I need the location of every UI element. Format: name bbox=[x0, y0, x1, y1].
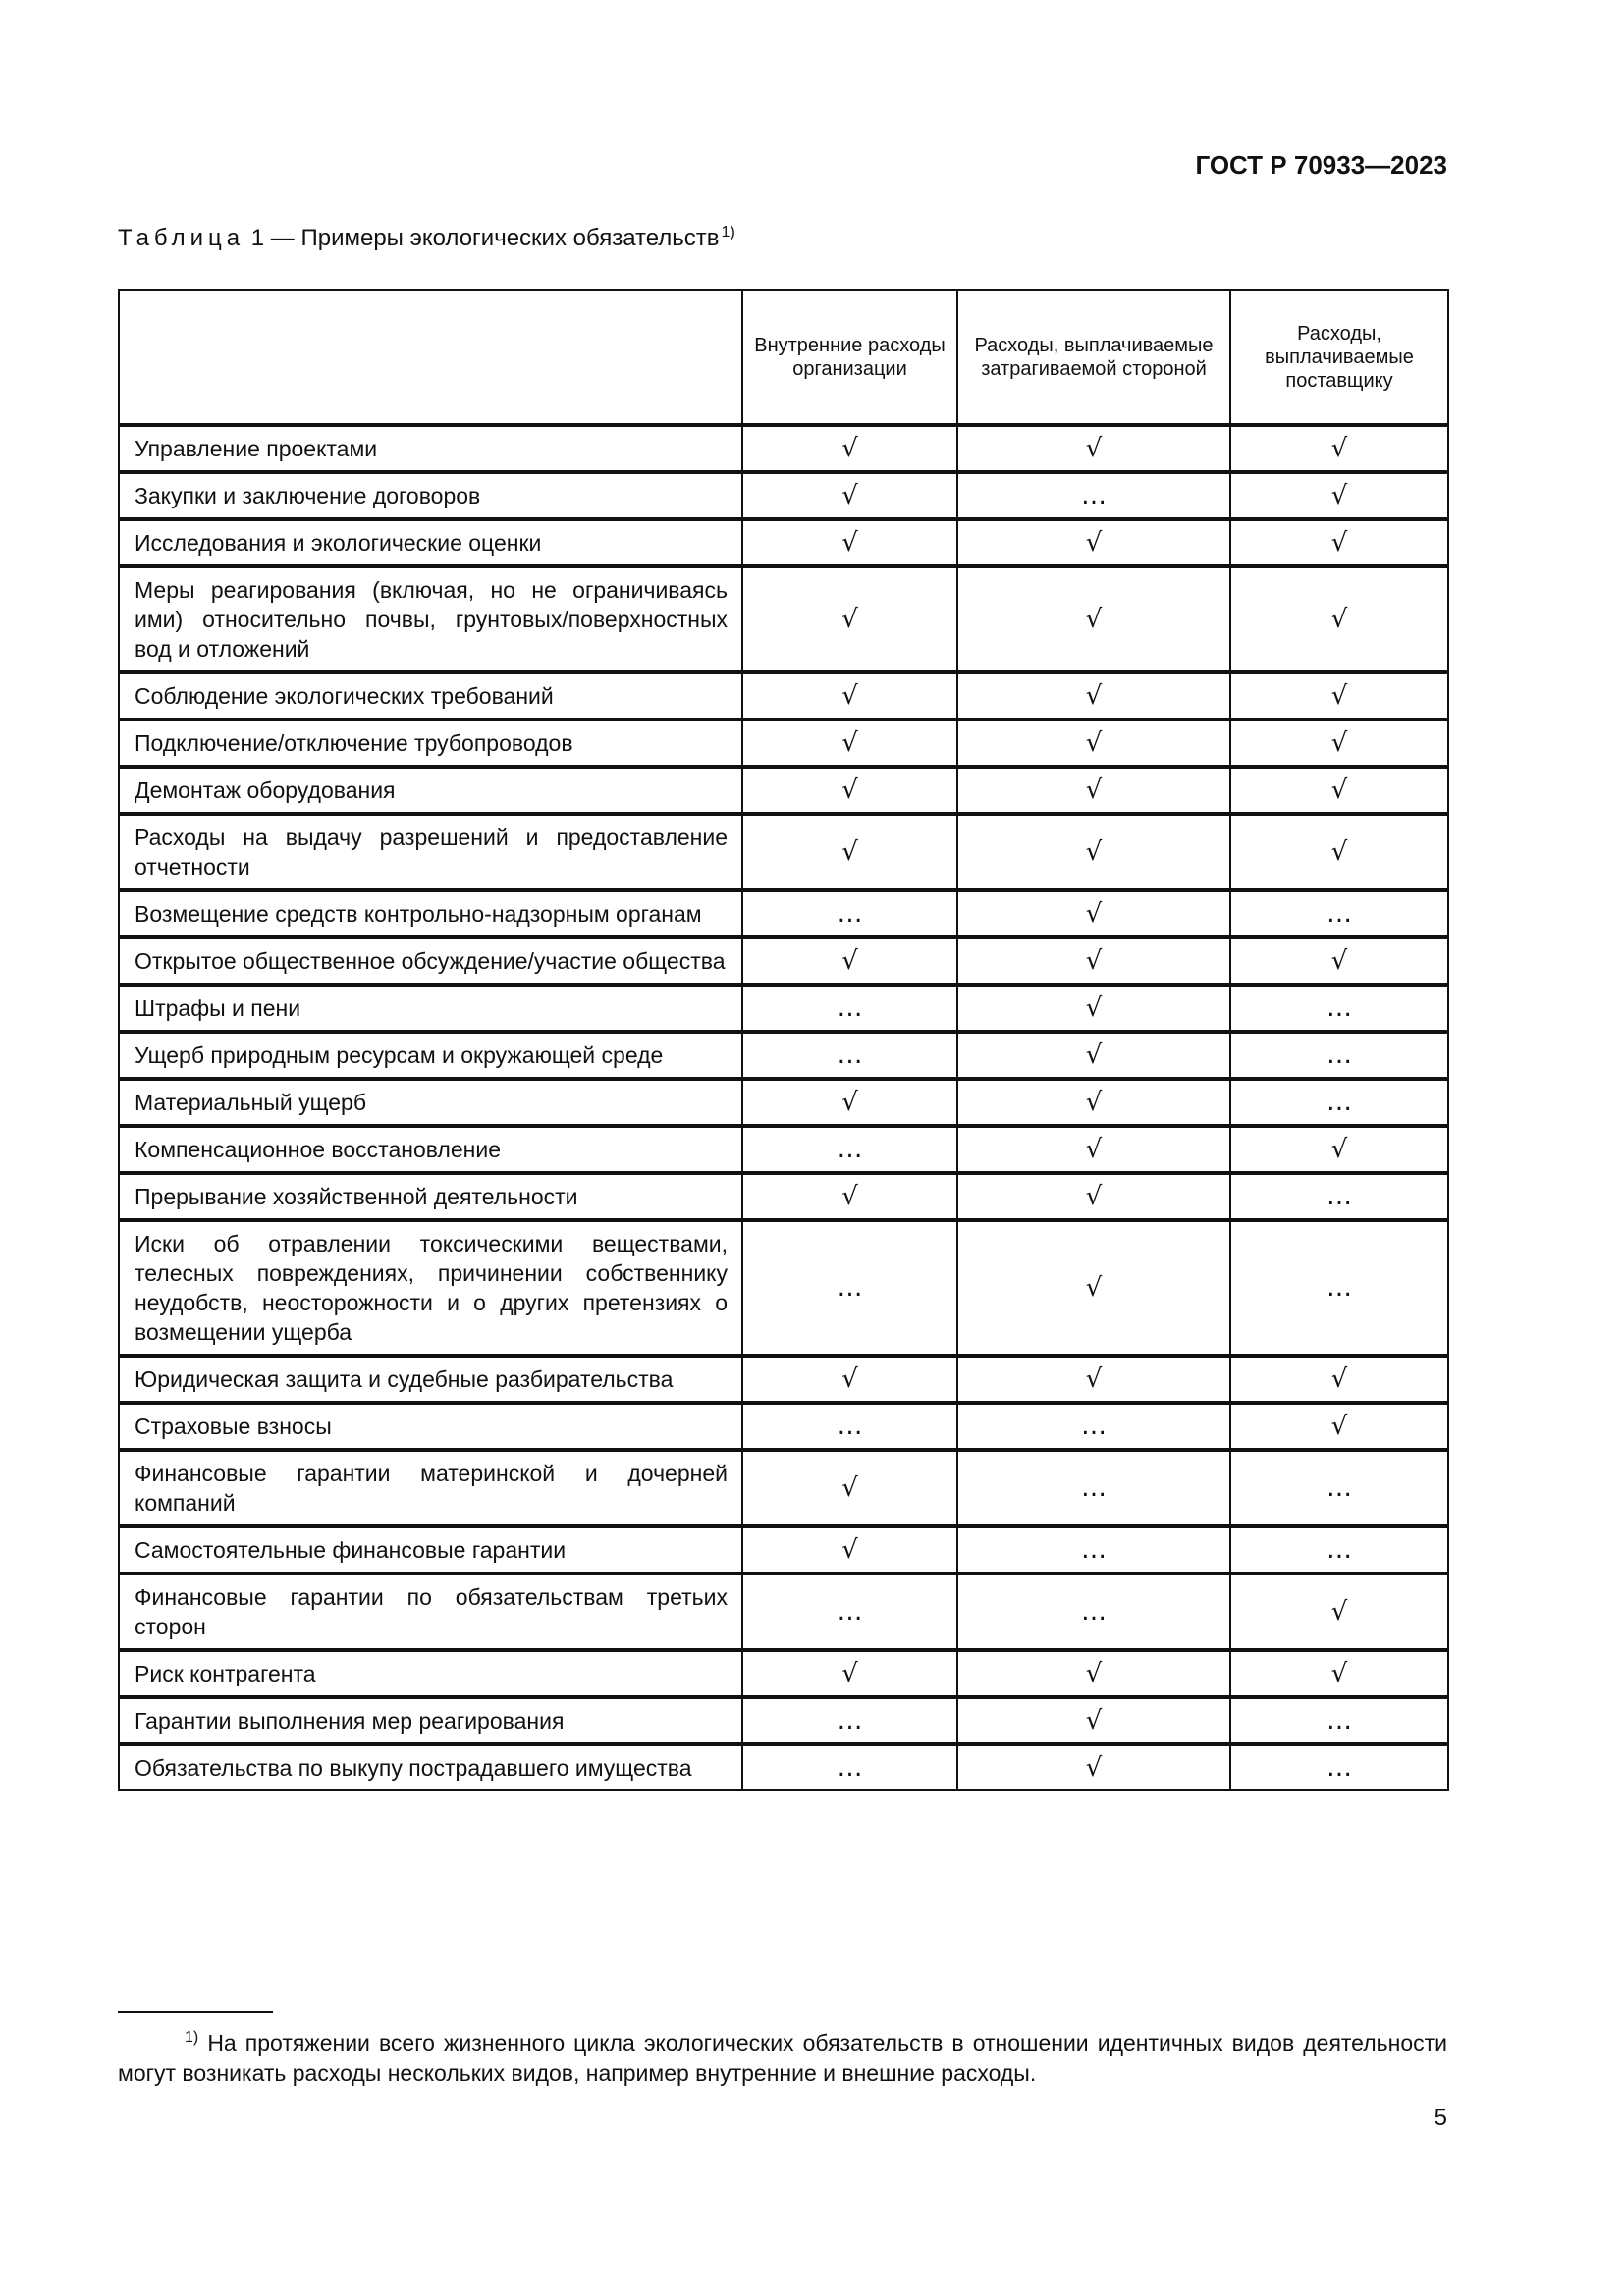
table-header-row bbox=[119, 290, 1448, 425]
mark-internal: … bbox=[742, 1403, 957, 1450]
table-row bbox=[119, 1126, 1448, 1173]
mark-supplier: … bbox=[1230, 1173, 1448, 1220]
row-label: Подключение/отключение трубопроводов bbox=[119, 720, 742, 767]
table-row bbox=[119, 1526, 1448, 1574]
footnote-text: На протяжении всего жизненного цикла экологических обязательств в отношении идентичных видов деятельности могут возникать расходы нескольких видов, например внутренние и внешние расходы. bbox=[118, 2030, 1447, 2086]
table-row bbox=[119, 1173, 1448, 1220]
caption-title: 1 — Примеры экологических обязательств bbox=[250, 225, 720, 251]
mark-internal: … bbox=[742, 1126, 957, 1173]
row-label: Исследования и экологические оценки bbox=[119, 519, 742, 566]
mark-internal: √ bbox=[742, 1450, 957, 1526]
row-label: Страховые взносы bbox=[119, 1403, 742, 1450]
mark-supplier: … bbox=[1230, 1079, 1448, 1126]
table-row bbox=[119, 814, 1448, 890]
table-row bbox=[119, 1650, 1448, 1697]
mark-affected-party: √ bbox=[957, 1173, 1230, 1220]
mark-affected-party: √ bbox=[957, 937, 1230, 985]
table-row bbox=[119, 1574, 1448, 1650]
mark-affected-party: √ bbox=[957, 672, 1230, 720]
table-row bbox=[119, 937, 1448, 985]
row-label: Юридическая защита и судебные разбирательства bbox=[119, 1356, 742, 1403]
mark-internal: √ bbox=[742, 1650, 957, 1697]
mark-supplier: √ bbox=[1230, 1650, 1448, 1697]
row-label: Финансовые гарантии материнской и дочерней компаний bbox=[119, 1450, 742, 1526]
mark-supplier: … bbox=[1230, 1697, 1448, 1744]
mark-supplier: √ bbox=[1230, 720, 1448, 767]
table-row bbox=[119, 720, 1448, 767]
mark-affected-party: … bbox=[957, 1574, 1230, 1650]
mark-affected-party: √ bbox=[957, 1032, 1230, 1079]
mark-affected-party: … bbox=[957, 1450, 1230, 1526]
mark-affected-party: √ bbox=[957, 566, 1230, 672]
row-label: Расходы на выдачу разрешений и предоставление отчетности bbox=[119, 814, 742, 890]
table-row bbox=[119, 1697, 1448, 1744]
caption-label: Таблица bbox=[118, 225, 245, 251]
mark-internal: √ bbox=[742, 937, 957, 985]
mark-affected-party: √ bbox=[957, 1079, 1230, 1126]
table-row bbox=[119, 1356, 1448, 1403]
mark-affected-party: √ bbox=[957, 1697, 1230, 1744]
mark-internal: √ bbox=[742, 672, 957, 720]
footnote-rule bbox=[118, 2011, 273, 2013]
table-row bbox=[119, 985, 1448, 1032]
mark-internal: √ bbox=[742, 1356, 957, 1403]
row-label: Открытое общественное обсуждение/участие общества bbox=[119, 937, 742, 985]
mark-affected-party: … bbox=[957, 1403, 1230, 1450]
mark-internal: … bbox=[742, 1220, 957, 1356]
row-label: Возмещение средств контрольно-надзорным органам bbox=[119, 890, 742, 937]
mark-affected-party: √ bbox=[957, 767, 1230, 814]
row-label: Гарантии выполнения мер реагирования bbox=[119, 1697, 742, 1744]
mark-supplier: … bbox=[1230, 1744, 1448, 1790]
mark-supplier: … bbox=[1230, 890, 1448, 937]
table-row bbox=[119, 767, 1448, 814]
mark-internal: √ bbox=[742, 1079, 957, 1126]
mark-supplier: √ bbox=[1230, 814, 1448, 890]
mark-affected-party: √ bbox=[957, 890, 1230, 937]
table-body bbox=[119, 425, 1448, 1790]
mark-internal: √ bbox=[742, 767, 957, 814]
table-row bbox=[119, 1220, 1448, 1356]
table-row bbox=[119, 1744, 1448, 1790]
mark-supplier: √ bbox=[1230, 425, 1448, 472]
mark-affected-party: √ bbox=[957, 720, 1230, 767]
row-label: Иски об отравлении токсическими веществами, телесных повреждениях, причинении собственнику неудобств, неосторожности и о других претензиях о возмещении ущерба bbox=[119, 1220, 742, 1356]
mark-supplier: √ bbox=[1230, 566, 1448, 672]
row-label: Ущерб природным ресурсам и окружающей среде bbox=[119, 1032, 742, 1079]
footnote bbox=[118, 2022, 1447, 2089]
row-label: Управление проектами bbox=[119, 425, 742, 472]
row-label: Закупки и заключение договоров bbox=[119, 472, 742, 519]
table-row bbox=[119, 1079, 1448, 1126]
row-label: Самостоятельные финансовые гарантии bbox=[119, 1526, 742, 1574]
mark-affected-party: √ bbox=[957, 1126, 1230, 1173]
mark-supplier: √ bbox=[1230, 767, 1448, 814]
mark-affected-party: √ bbox=[957, 1356, 1230, 1403]
mark-internal: √ bbox=[742, 814, 957, 890]
footnote-ref: 1) bbox=[185, 2029, 199, 2046]
table-row bbox=[119, 1403, 1448, 1450]
table-row bbox=[119, 890, 1448, 937]
page-number: 5 bbox=[1434, 2105, 1447, 2131]
mark-internal: √ bbox=[742, 425, 957, 472]
header-blank bbox=[119, 290, 742, 425]
mark-supplier: … bbox=[1230, 1526, 1448, 1574]
row-label: Риск контрагента bbox=[119, 1650, 742, 1697]
mark-internal: √ bbox=[742, 472, 957, 519]
mark-internal: … bbox=[742, 985, 957, 1032]
mark-supplier: √ bbox=[1230, 1126, 1448, 1173]
mark-supplier: … bbox=[1230, 1450, 1448, 1526]
mark-internal: √ bbox=[742, 1526, 957, 1574]
obligations-table bbox=[118, 289, 1449, 1791]
mark-affected-party: √ bbox=[957, 985, 1230, 1032]
mark-supplier: √ bbox=[1230, 519, 1448, 566]
mark-affected-party: √ bbox=[957, 519, 1230, 566]
table-row bbox=[119, 1032, 1448, 1079]
mark-affected-party: √ bbox=[957, 1220, 1230, 1356]
row-label: Финансовые гарантии по обязательствам третьих сторон bbox=[119, 1574, 742, 1650]
mark-affected-party: … bbox=[957, 1526, 1230, 1574]
mark-internal: √ bbox=[742, 1173, 957, 1220]
mark-supplier: √ bbox=[1230, 672, 1448, 720]
caption-footnote-ref: 1) bbox=[721, 224, 735, 240]
mark-supplier: … bbox=[1230, 1032, 1448, 1079]
row-label: Меры реагирования (включая, но не ограничиваясь ими) относительно почвы, грунтовых/поверхностных вод и отложений bbox=[119, 566, 742, 672]
table-row bbox=[119, 425, 1448, 472]
header-supplier-costs: Расходы, выплачиваемые поставщику bbox=[1230, 290, 1448, 425]
mark-supplier: … bbox=[1230, 1220, 1448, 1356]
row-label: Соблюдение экологических требований bbox=[119, 672, 742, 720]
document-id: ГОСТ Р 70933—2023 bbox=[1195, 150, 1447, 180]
mark-supplier: √ bbox=[1230, 1356, 1448, 1403]
row-label: Демонтаж оборудования bbox=[119, 767, 742, 814]
mark-affected-party: … bbox=[957, 472, 1230, 519]
row-label: Прерывание хозяйственной деятельности bbox=[119, 1173, 742, 1220]
row-label: Обязательства по выкупу пострадавшего имущества bbox=[119, 1744, 742, 1790]
table-row bbox=[119, 566, 1448, 672]
table-row bbox=[119, 519, 1448, 566]
table-row bbox=[119, 672, 1448, 720]
mark-internal: … bbox=[742, 890, 957, 937]
header-internal-costs: Внутренние расходы организации bbox=[742, 290, 957, 425]
mark-internal: √ bbox=[742, 720, 957, 767]
mark-affected-party: √ bbox=[957, 814, 1230, 890]
mark-supplier: √ bbox=[1230, 472, 1448, 519]
row-label: Штрафы и пени bbox=[119, 985, 742, 1032]
mark-supplier: √ bbox=[1230, 1574, 1448, 1650]
mark-internal: … bbox=[742, 1744, 957, 1790]
mark-supplier: … bbox=[1230, 985, 1448, 1032]
mark-supplier: √ bbox=[1230, 937, 1448, 985]
mark-internal: … bbox=[742, 1574, 957, 1650]
mark-affected-party: √ bbox=[957, 425, 1230, 472]
table-caption bbox=[118, 224, 735, 252]
mark-affected-party: √ bbox=[957, 1650, 1230, 1697]
mark-internal: … bbox=[742, 1697, 957, 1744]
mark-internal: √ bbox=[742, 566, 957, 672]
row-label: Материальный ущерб bbox=[119, 1079, 742, 1126]
mark-supplier: √ bbox=[1230, 1403, 1448, 1450]
table-row bbox=[119, 472, 1448, 519]
mark-internal: √ bbox=[742, 519, 957, 566]
mark-affected-party: √ bbox=[957, 1744, 1230, 1790]
mark-internal: … bbox=[742, 1032, 957, 1079]
row-label: Компенсационное восстановление bbox=[119, 1126, 742, 1173]
table-row bbox=[119, 1450, 1448, 1526]
header-affected-party-costs: Расходы, выплачиваемые затрагиваемой стороной bbox=[957, 290, 1230, 425]
